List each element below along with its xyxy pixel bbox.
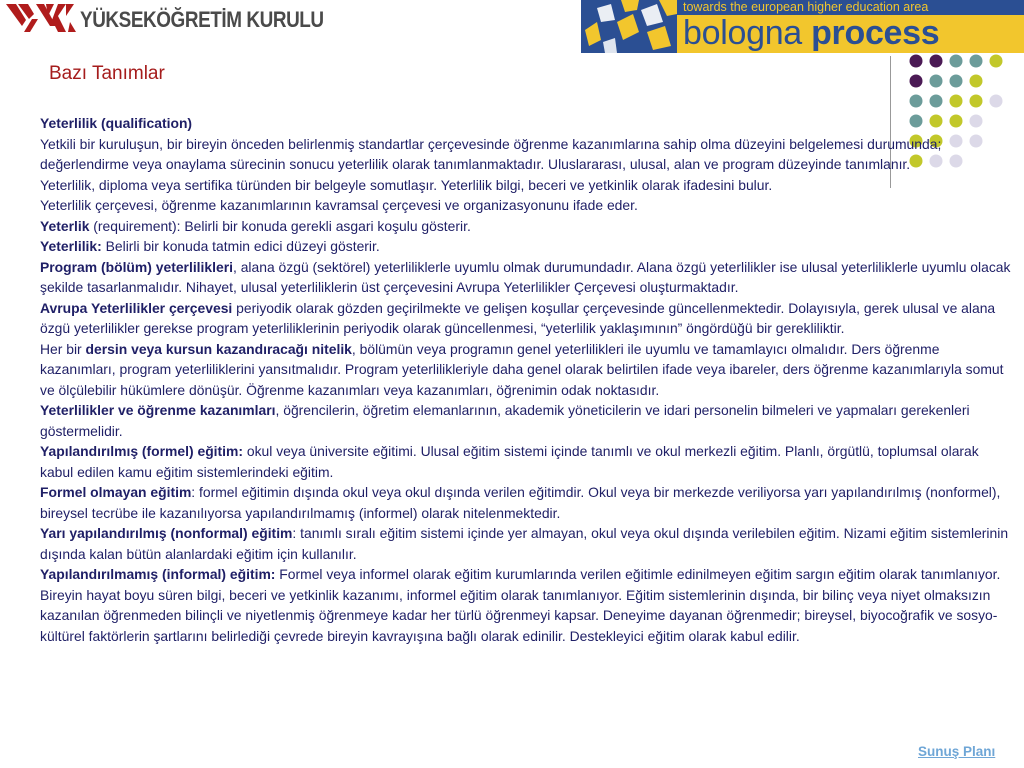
decorative-dot (970, 75, 983, 88)
definition-paragraph (40, 195, 1015, 216)
decorative-dot (950, 95, 963, 108)
definition-term: Yapılandırılmış (formel) eğitim: (40, 443, 243, 459)
definition-paragraph (40, 298, 1015, 339)
definition-text: : formel eğitimin dışında okul veya okul dışında verilen eğitimdir. Okul veya bir merkezde veriliyorsa yarı yapılandırılmış (nonformel), bireysel tecrübe ile kazanılıyorsa yapılandırılmamış (informel) olarak nitelenmektedir. (40, 484, 1001, 521)
bologna-process-banner (581, 0, 1024, 53)
decorative-dot (990, 95, 1003, 108)
definition-text: , alana özgü (sektörel) yeterliliklerle uyumlu olmak durumundadır. Alana özgü yeterlilikler ise ulusal yeterliliklerle uyumlu olacak şekilde tasarlanmalıdır. Nihayet, ulusal yeterliliklerin üst çerçevesini Avrupa Yeterlilikler Çerçevesi oluşturmaktadır. (40, 258, 1011, 295)
decorative-dot (910, 55, 923, 68)
definition-paragraph (40, 216, 1015, 237)
decorative-dot (950, 75, 963, 88)
definitions-body (40, 113, 1015, 646)
decorative-dot (910, 75, 923, 88)
definition-term: Formel olmayan eğitim (40, 484, 192, 500)
definition-term: Yarı yapılandırılmış (nonformal) eğitim (40, 525, 293, 541)
decorative-dot (990, 55, 1003, 68)
yok-logo (0, 0, 324, 44)
slide-title: Bazı Tanımlar (49, 63, 165, 84)
definition-text: Belirli bir konuda tatmin edici düzeyi gösterir. (101, 238, 380, 254)
bologna-tagline: towards the european higher education area (677, 0, 1024, 15)
bologna-wordmark (677, 15, 1024, 53)
definition-text: Yeterlilik çerçevesi, öğrenme kazanımlarının kavramsal çerçevesi ve organizasyonunu ifade eder. (40, 197, 638, 213)
decorative-dot (930, 75, 943, 88)
bologna-stars-icon (581, 0, 677, 53)
definition-text: okul veya üniversite eğitimi. Ulusal eğitim sistemi içinde tanımlı ve okul merkezli eğitim. Planlı, örgütlü, toplumsal olarak kabul edilen kamu eğitim sistemlerindeki eğitim. (40, 443, 979, 480)
definition-paragraph (40, 523, 1015, 564)
decorative-dot (950, 55, 963, 68)
bologna-word: bologna (683, 14, 802, 52)
definition-paragraph (40, 339, 1015, 401)
decorative-dot (910, 95, 923, 108)
definition-paragraph (40, 441, 1015, 482)
definition-paragraph (40, 564, 1015, 646)
definition-text: (requirement): Belirli bir konuda gerekli asgari koşulu gösterir. (89, 217, 471, 234)
definition-term: Yeterlilikler ve öğrenme kazanımları (40, 402, 276, 418)
definition-paragraph (40, 400, 1015, 441)
definition-term: Yeterlik (40, 217, 90, 234)
yok-title: YÜKSEKÖĞRETİM KURULU (80, 7, 324, 32)
definition-text: Yetkili bir kuruluşun, bir bireyin önceden belirlenmiş standartlar çerçevesinde öğrenme kazanımlarına sahip olma düzeyini belgelemesi durumunda; değerlendirme veya onaylama sürecinin sonucu yeterlilik olarak tanımlanmaktadır. Uluslararası, ulusal, alan ve program düzeyinde tanımlanır. (40, 135, 942, 172)
decorative-dot (970, 55, 983, 68)
definition-term: dersin veya kursun kazandıracağı nitelik (85, 340, 352, 357)
yok-emblem-icon (4, 2, 78, 40)
decorative-dot (930, 55, 943, 68)
definition-text: , öğrencilerin, öğretim elemanlarının, akademik yöneticilerin ve idari personelin bilmeleri ve yapmaları gerekenleri göstermelidir. (40, 402, 970, 439)
definition-term: Yeterlilik (qualification) (40, 115, 193, 131)
decorative-dot (930, 95, 943, 108)
definition-paragraph (40, 236, 1015, 257)
decorative-dot (970, 95, 983, 108)
definition-term: Yapılandırılmamış (informal) eğitim: (40, 566, 276, 582)
definition-text: Her bir (40, 340, 86, 357)
definition-text: Yeterlilik, diploma veya sertifika türünden bir belgeyle somutlaşır. Yeterlilik bilgi, beceri ve yetkinlik olarak ifadesini bulur. (40, 176, 773, 193)
definition-term: Yeterlilik: (40, 238, 102, 254)
definition-text: Formel veya informel olarak eğitim kurumlarında verilen eğitimle edinilmeyen eğitim sargın eğitim olarak tanımlanıyor. Bireyin hayat boyu süren bilgi, beceri ve yetkinlik kazanımı, informel eğitim olarak tanımlanıyor. Eğitim sistemlerinin dışında, bir bilinç veya niyet olmaksızın kazanılan öğrenmeden bilinçli ve niyetlenmiş öğrenmeye kadar her türlü öğrenmeyi kapsar. Deneyime dayanan öğrenmedir; bireysel, biyocoğrafik ve sosyo-kültürel faktörlerin şartlarını belirlediği çevrede bireyin kavrayışına bağlı olarak edinilir. Destekleyici eğitim olarak kabul edilir. (40, 566, 1001, 644)
definition-term: Avrupa Yeterlilikler çerçevesi (40, 299, 233, 316)
definition-paragraph (40, 134, 1015, 175)
definition-text: periyodik olarak gözden geçirilmekte ve gelişen koşullar çerçevesinde güncellenmektedir. Dolayısıyla, gerek ulusal ve alana özgü yeterlilikler gerekse program yeterliliklerinin periyodik olarak güncellenmesi, “yeterlilik yaklaşımının” öngördüğü bir gerekliliktir. (40, 299, 996, 336)
definition-paragraph (40, 175, 1015, 196)
definition-paragraph (40, 113, 1015, 134)
sunus-plani-link[interactable]: Sunuş Planı (918, 744, 996, 759)
definition-text: : tanımlı sıralı eğitim sistemi içinde yer almayan, okul veya okul dışında verilebilen eğitim. Nizami eğitim sistemlerinin dışında kalan bütün alanlardaki eğitim için kullanılır. (40, 525, 1009, 562)
definition-paragraph (40, 257, 1015, 298)
process-word: process (811, 14, 940, 52)
definition-paragraph (40, 482, 1015, 523)
definition-term: Program (bölüm) yeterlilikleri (40, 258, 233, 275)
definition-text: , bölümün veya programın genel yeterlilikleri ile uyumlu ve tamamlayıcı olmalıdır. Ders öğrenme kazanımları, program yeterliliklerini yansıtmalıdır. Program yeterlilikleriyle daha genel olarak belirtilen ifade veya ibareler, ders öğrenme kazanımlarıyla somut ve ölçülebilir hükümlere dönüşür. Öğrenme kazanımları veya kazanımları, öğrenimin odak noktasıdır. (40, 340, 1004, 398)
